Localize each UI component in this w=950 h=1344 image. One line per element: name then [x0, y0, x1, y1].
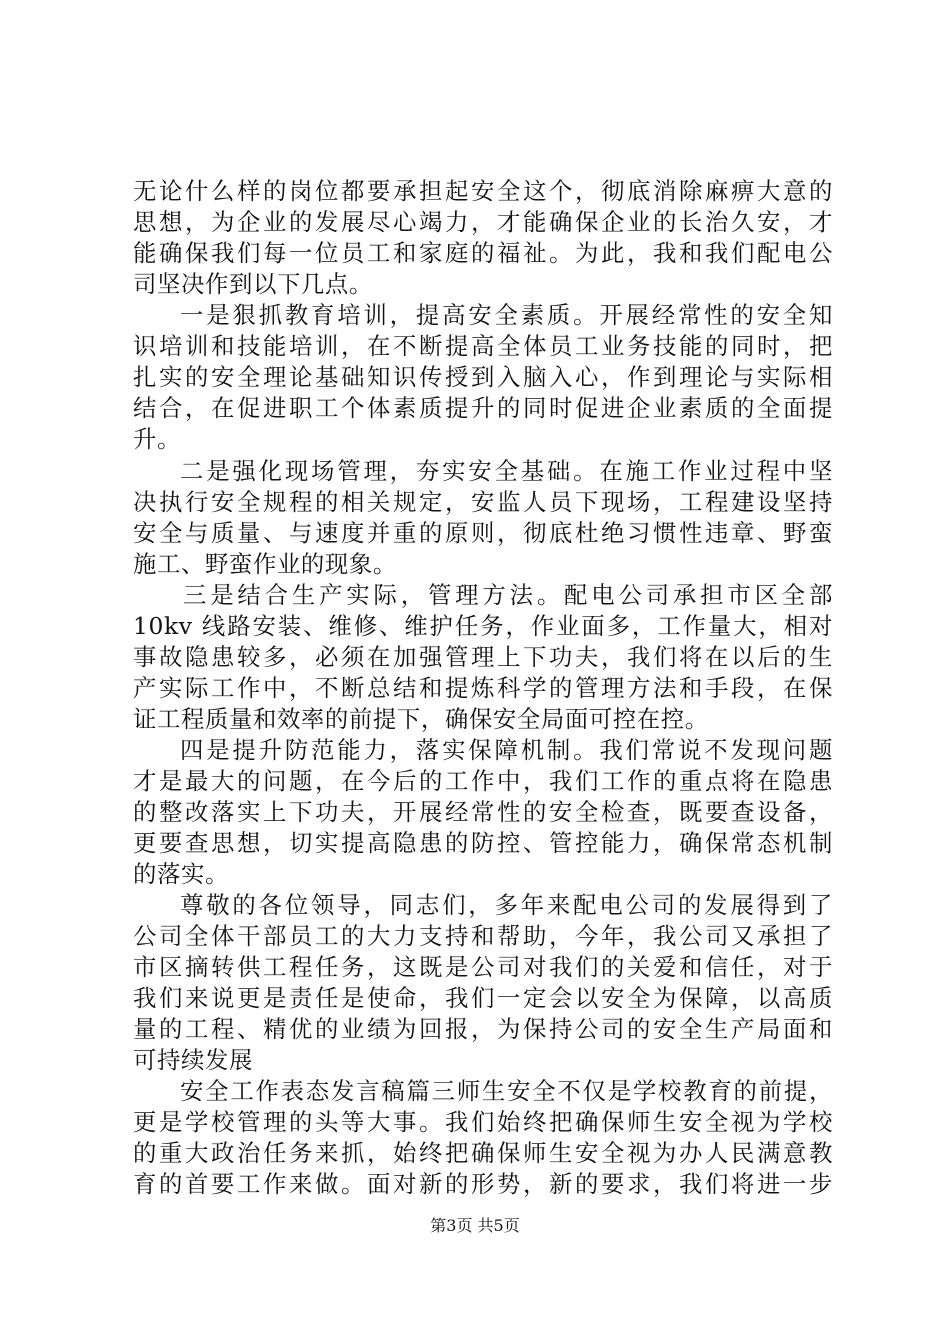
text-line: 产实际工作中，不断总结和提炼科学的管理方法和手段，在保	[133, 674, 833, 702]
text-line: 识培训和技能培训，在不断提高全体员工业务技能的同时，把	[133, 332, 833, 360]
text-line: 可持续发展	[133, 1046, 253, 1074]
text-line: 育的首要工作来做。面对新的形势，新的要求，我们将进一步	[133, 1170, 833, 1198]
text-line: 市区摘转供工程任务，这既是公司对我们的关爱和信任，对于	[133, 953, 833, 981]
text-line: 才是最大的问题，在今后的工作中，我们工作的重点将在隐患	[133, 767, 833, 795]
body-text	[133, 176, 833, 1200]
text-line: 10kv 线路安装、维修、维护任务，作业面多，工作量大，相对	[133, 612, 833, 640]
text-line: 尊敬的各位领导，同志们，多年来配电公司的发展得到了	[180, 891, 833, 919]
text-line: 无论什么样的岗位都要承担起安全这个，彻底消除麻痹大意的	[133, 177, 833, 205]
text-line: 升。	[133, 425, 181, 453]
text-line: 证工程质量和效率的前提下，确保安全局面可控在控。	[133, 705, 709, 733]
text-line: 三是结合生产实际，管理方法。配电公司承担市区全部	[183, 581, 833, 609]
text-line: 更要查思想，切实提高隐患的防控、管控能力，确保常态机制	[133, 829, 833, 857]
text-line: 扎实的安全理论基础知识传授到入脑入心，作到理论与实际相	[133, 363, 833, 391]
text-line: 施工、野蛮作业的现象。	[133, 550, 397, 578]
text-line: 我们来说更是责任是使命，我们一定会以安全为保障，以高质	[133, 984, 833, 1012]
text-line: 的落实。	[133, 860, 229, 888]
text-line: 的重大政治任务来抓，始终把确保师生安全视为办人民满意教	[133, 1139, 833, 1167]
text-line: 事故隐患较多，必须在加强管理上下功夫，我们将在以后的生	[133, 643, 833, 671]
text-line: 决执行安全规程的相关规定，安监人员下现场，工程建设坚持	[133, 488, 833, 516]
text-line: 的整改落实上下功夫，开展经常性的安全检查，既要查设备，	[133, 798, 833, 826]
text-line: 思想，为企业的发展尽心竭力，才能确保企业的长治久安，才	[133, 208, 833, 236]
text-line: 结合，在促进职工个体素质提升的同时促进企业素质的全面提	[133, 394, 833, 422]
text-line: 能确保我们每一位员工和家庭的福祉。为此，我和我们配电公	[133, 239, 833, 267]
text-line: 安全与质量、与速度并重的原则，彻底杜绝习惯性违章、野蛮	[133, 519, 833, 547]
text-line: 司坚决作到以下几点。	[133, 270, 373, 298]
text-line: 一是狠抓教育培训，提高安全素质。开展经常性的安全知	[180, 301, 833, 329]
text-line: 公司全体干部员工的大力支持和帮助，今年，我公司又承担了	[133, 922, 833, 950]
text-line: 安全工作表态发言稿篇三师生安全不仅是学校教育的前提，	[180, 1077, 833, 1105]
text-line: 四是提升防范能力，落实保障机制。我们常说不发现问题	[180, 736, 833, 764]
text-line: 量的工程、精优的业绩为回报，为保持公司的安全生产局面和	[133, 1015, 833, 1043]
page-footer: 第3页 共5页	[430, 1216, 520, 1235]
text-line: 二是强化现场管理，夯实安全基础。在施工作业过程中坚	[180, 457, 833, 485]
text-line: 更是学校管理的头等大事。我们始终把确保师生安全视为学校	[133, 1108, 833, 1136]
